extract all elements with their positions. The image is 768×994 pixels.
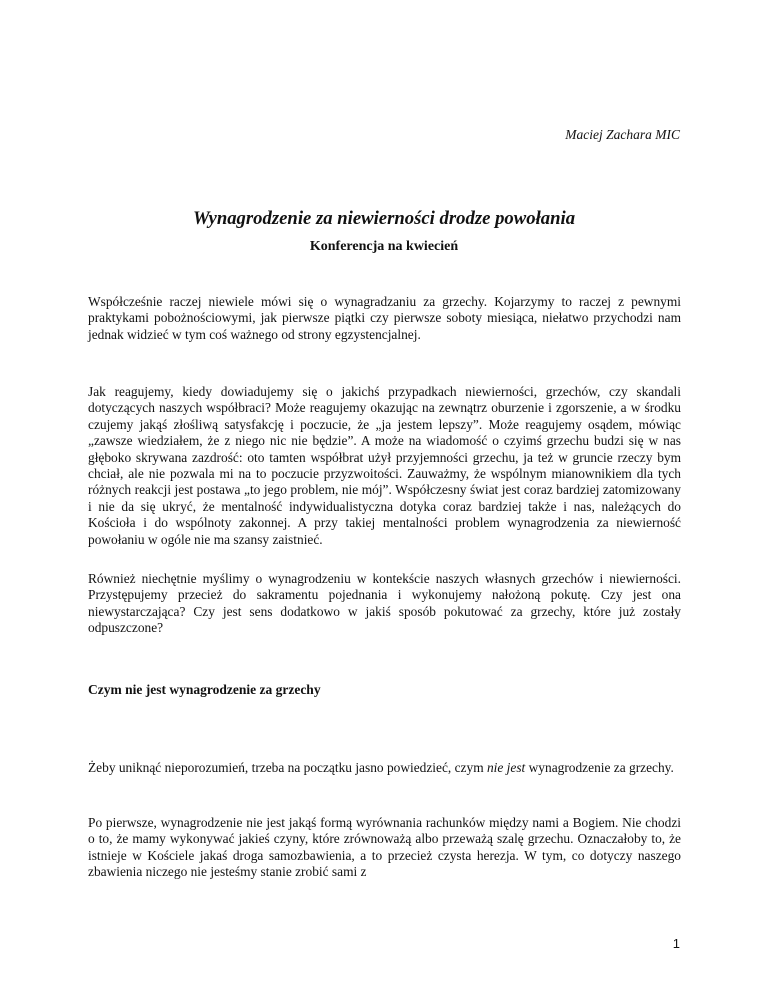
paragraph-definition-start: Żeby uniknąć nieporozumień, trzeba na początku jasno powiedzieć, czym (88, 760, 487, 775)
document-subtitle: Konferencja na kwiecień (309, 239, 459, 254)
paragraph-definition-emphasis: nie jest (486, 760, 526, 775)
document-title: Wynagrodzenie za niewierności drodze powołania (192, 208, 576, 229)
paragraph-own-sins: Również niechętnie myślimy o wynagrodzeniu w kontekście naszych własnych grzechów i niewierności. Przystępujemy przecież do sakramentu pojednania i wykonujemy nałożoną pokutę. Czy jest ona niewystarczająca? Czy jest sens dodatkowo w jakiś sposób pokutować za grzechy, które już zostały odpuszczone? (88, 571, 681, 636)
paragraph-first-point: Po pierwsze, wynagrodzenie nie jest jakąś formą wyrównania rachunków między nami a Bogiem. Nie chodzi o to, że mamy wykonywać jakieś czyny, które zrównoważą albo przeważą szalę grzechu. Oznaczałoby to, że istnieje w Kościele jakaś droga samozbawienia, a to przecież czysta herezja. W tym, co dotyczy naszego zbawienia niczego nie jesteśmy stanie zrobić sami z (88, 815, 681, 880)
author-name: Maciej Zachara MIC (565, 127, 680, 142)
paragraph-reactions: Jak reagujemy, kiedy dowiadujemy się o jakichś przypadkach niewierności, grzechów, czy skandali dotyczących naszych współbraci? Może reagujemy okazując na zewnątrz oburzenie i zgorszenie, a w środku czujemy jakąś złośliwą satysfakcję i poczucie, że „ja jestem lepszy”. Może reagujemy osądem, mówiąc „zawsze wiedziałem, że z niego nic nie będzie”. A może na wiadomość o czyimś grzechu budzi się w nas głęboko skrywana zazdrość: oto tamten współbrat użył przyjemności grzechu, ja też w gruncie rzeczy bym chciał, ale nie pozwala mi na to poczucie przyzwoitości. Zauważmy, że wspólnym mianownikiem dla tych różnych reakcji jest postawa „to jego problem, nie mój”. Współczesny świat jest coraz bardziej zatomizowany i nie da się ukryć, że mentalność indywidualistyczna dotyka coraz bardziej także i nas, należących do Kościoła i do wspólnoty zakonnej. A przy takiej mentalności problem wynagrodzenia za niewierność powołaniu w ogóle nie ma szansy zaistnieć. (88, 384, 681, 547)
page-number: 1 (672, 936, 680, 951)
section-heading: Czym nie jest wynagrodzenie za grzechy (88, 682, 321, 697)
paragraph-definition-end: wynagrodzenie za grzechy. (525, 760, 674, 775)
paragraph-intro: Współcześnie raczej niewiele mówi się o wynagradzaniu za grzechy. Kojarzymy to raczej z pewnymi praktykami pobożnościowymi, jak pierwsze piątki czy pierwsze soboty miesiąca, niełatwo przychodzi nam jednak widzieć w tym coś ważnego od strony egzystencjalnej. (88, 294, 681, 342)
paragraph-definition (88, 760, 681, 776)
